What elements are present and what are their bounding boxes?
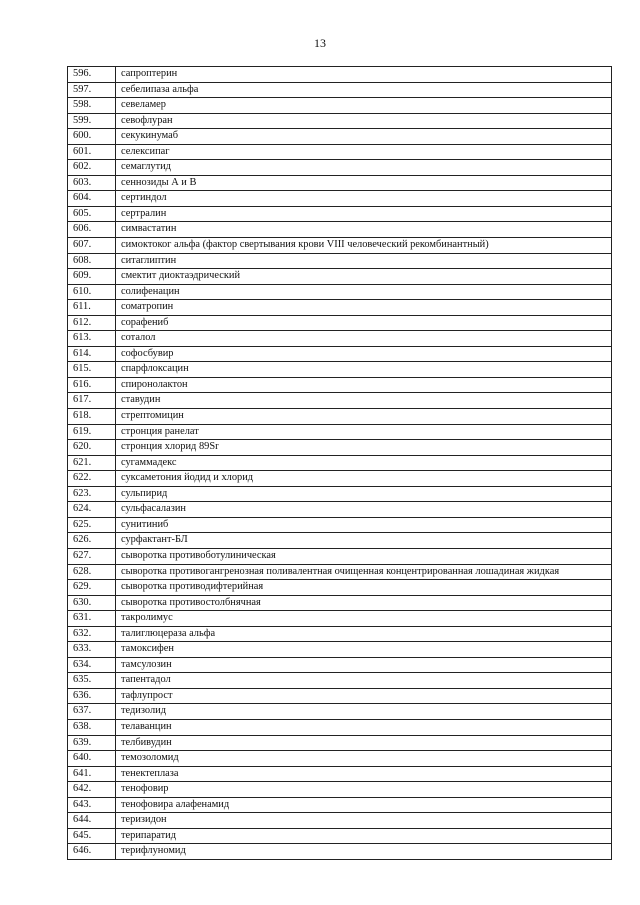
row-number: 597. (68, 82, 116, 98)
drug-list-body (68, 67, 612, 860)
drug-name: сульфасалазин (116, 502, 612, 518)
table-row (68, 735, 612, 751)
table-row (68, 346, 612, 362)
row-number: 635. (68, 673, 116, 689)
row-number: 623. (68, 486, 116, 502)
drug-name: сертралин (116, 206, 612, 222)
drug-name: тафлупрост (116, 688, 612, 704)
drug-name: севофлуран (116, 113, 612, 129)
drug-name: сертиндол (116, 191, 612, 207)
drug-name: сурфактант-БЛ (116, 533, 612, 549)
row-number: 636. (68, 688, 116, 704)
drug-name: тенофовира алафенамид (116, 797, 612, 813)
drug-name: себелипаза альфа (116, 82, 612, 98)
drug-name: сеннозиды А и В (116, 175, 612, 191)
drug-name: сапроптерин (116, 67, 612, 83)
row-number: 607. (68, 238, 116, 254)
drug-name: сугаммадекс (116, 455, 612, 471)
table-row (68, 580, 612, 596)
row-number: 629. (68, 580, 116, 596)
drug-name: тамоксифен (116, 642, 612, 658)
table-row (68, 642, 612, 658)
drug-name: тапентадол (116, 673, 612, 689)
table-row (68, 486, 612, 502)
table-row (68, 455, 612, 471)
drug-name: терифлуномид (116, 844, 612, 860)
row-number: 610. (68, 284, 116, 300)
drug-name: тедизолид (116, 704, 612, 720)
table-row (68, 269, 612, 285)
table-row (68, 673, 612, 689)
drug-name: тенофовир (116, 782, 612, 798)
drug-name: смектит диоктаэдрический (116, 269, 612, 285)
table-row (68, 719, 612, 735)
row-number: 626. (68, 533, 116, 549)
row-number: 643. (68, 797, 116, 813)
row-number: 604. (68, 191, 116, 207)
row-number: 612. (68, 315, 116, 331)
table-row (68, 113, 612, 129)
table-row (68, 129, 612, 145)
table-row (68, 331, 612, 347)
table-row (68, 393, 612, 409)
row-number: 641. (68, 766, 116, 782)
table-row (68, 253, 612, 269)
drug-name: ставудин (116, 393, 612, 409)
row-number: 614. (68, 346, 116, 362)
drug-name: сульпирид (116, 486, 612, 502)
table-row (68, 533, 612, 549)
table-row (68, 160, 612, 176)
table-row (68, 595, 612, 611)
row-number: 624. (68, 502, 116, 518)
table-row (68, 704, 612, 720)
table-row (68, 222, 612, 238)
row-number: 600. (68, 129, 116, 145)
row-number: 640. (68, 751, 116, 767)
table-row (68, 300, 612, 316)
row-number: 634. (68, 657, 116, 673)
row-number: 628. (68, 564, 116, 580)
table-row (68, 548, 612, 564)
row-number: 609. (68, 269, 116, 285)
table-row (68, 238, 612, 254)
table-row (68, 751, 612, 767)
drug-name: ситаглиптин (116, 253, 612, 269)
table-row (68, 98, 612, 114)
row-number: 615. (68, 362, 116, 378)
row-number: 608. (68, 253, 116, 269)
table-row (68, 144, 612, 160)
row-number: 627. (68, 548, 116, 564)
row-number: 630. (68, 595, 116, 611)
table-row (68, 409, 612, 425)
table-row (68, 362, 612, 378)
table-row (68, 67, 612, 83)
drug-list-table (67, 66, 612, 860)
table-row (68, 440, 612, 456)
row-number: 598. (68, 98, 116, 114)
row-number: 644. (68, 813, 116, 829)
table-row (68, 284, 612, 300)
row-number: 596. (68, 67, 116, 83)
table-row (68, 797, 612, 813)
table-row (68, 175, 612, 191)
drug-name: суксаметония йодид и хлорид (116, 471, 612, 487)
drug-name: сыворотка противостолбнячная (116, 595, 612, 611)
drug-name: селексипаг (116, 144, 612, 160)
drug-name: солифенацин (116, 284, 612, 300)
table-row (68, 766, 612, 782)
row-number: 632. (68, 626, 116, 642)
row-number: 606. (68, 222, 116, 238)
table-row (68, 377, 612, 393)
row-number: 603. (68, 175, 116, 191)
drug-name: софосбувир (116, 346, 612, 362)
drug-name: сунитиниб (116, 517, 612, 533)
table-row (68, 206, 612, 222)
row-number: 633. (68, 642, 116, 658)
drug-name: тенектеплаза (116, 766, 612, 782)
drug-name: сыворотка противоботулиническая (116, 548, 612, 564)
row-number: 622. (68, 471, 116, 487)
row-number: 599. (68, 113, 116, 129)
drug-name: спиронолактон (116, 377, 612, 393)
table-row (68, 564, 612, 580)
page-number: 13 (314, 36, 326, 50)
drug-name: спарфлоксацин (116, 362, 612, 378)
drug-name: телаванцин (116, 719, 612, 735)
row-number: 619. (68, 424, 116, 440)
drug-name: семаглутид (116, 160, 612, 176)
drug-name: симвастатин (116, 222, 612, 238)
row-number: 618. (68, 409, 116, 425)
table-row (68, 611, 612, 627)
table-row (68, 626, 612, 642)
drug-name: соталол (116, 331, 612, 347)
drug-name: теризидон (116, 813, 612, 829)
row-number: 605. (68, 206, 116, 222)
drug-name: сыворотка противогангренозная поливалентная очищенная концентрированная лошадиная жидкая (116, 564, 612, 580)
drug-name: стрептомицин (116, 409, 612, 425)
drug-name: секукинумаб (116, 129, 612, 145)
drug-name: сыворотка противодифтерийная (116, 580, 612, 596)
drug-name: телбивудин (116, 735, 612, 751)
table-row (68, 315, 612, 331)
row-number: 631. (68, 611, 116, 627)
table-row (68, 82, 612, 98)
drug-name: соматропин (116, 300, 612, 316)
table-row (68, 782, 612, 798)
row-number: 601. (68, 144, 116, 160)
table-row (68, 844, 612, 860)
row-number: 637. (68, 704, 116, 720)
row-number: 613. (68, 331, 116, 347)
row-number: 639. (68, 735, 116, 751)
table-row (68, 688, 612, 704)
row-number: 620. (68, 440, 116, 456)
table-row (68, 517, 612, 533)
drug-name: терипаратид (116, 828, 612, 844)
drug-name: тамсулозин (116, 657, 612, 673)
row-number: 642. (68, 782, 116, 798)
table-row (68, 657, 612, 673)
table-row (68, 828, 612, 844)
drug-name: сорафениб (116, 315, 612, 331)
drug-name: талиглюцераза альфа (116, 626, 612, 642)
table-row (68, 813, 612, 829)
row-number: 611. (68, 300, 116, 316)
table-row (68, 424, 612, 440)
row-number: 616. (68, 377, 116, 393)
row-number: 617. (68, 393, 116, 409)
row-number: 646. (68, 844, 116, 860)
row-number: 621. (68, 455, 116, 471)
drug-name: такролимус (116, 611, 612, 627)
drug-name: темозоломид (116, 751, 612, 767)
drug-name: севеламер (116, 98, 612, 114)
drug-name: стронция ранелат (116, 424, 612, 440)
row-number: 602. (68, 160, 116, 176)
drug-name: стронция хлорид 89Sr (116, 440, 612, 456)
row-number: 638. (68, 719, 116, 735)
table-row (68, 191, 612, 207)
table-row (68, 471, 612, 487)
row-number: 625. (68, 517, 116, 533)
row-number: 645. (68, 828, 116, 844)
drug-name: симоктоког альфа (фактор свертывания крови VIII человеческий рекомбинантный) (116, 238, 612, 254)
table-row (68, 502, 612, 518)
